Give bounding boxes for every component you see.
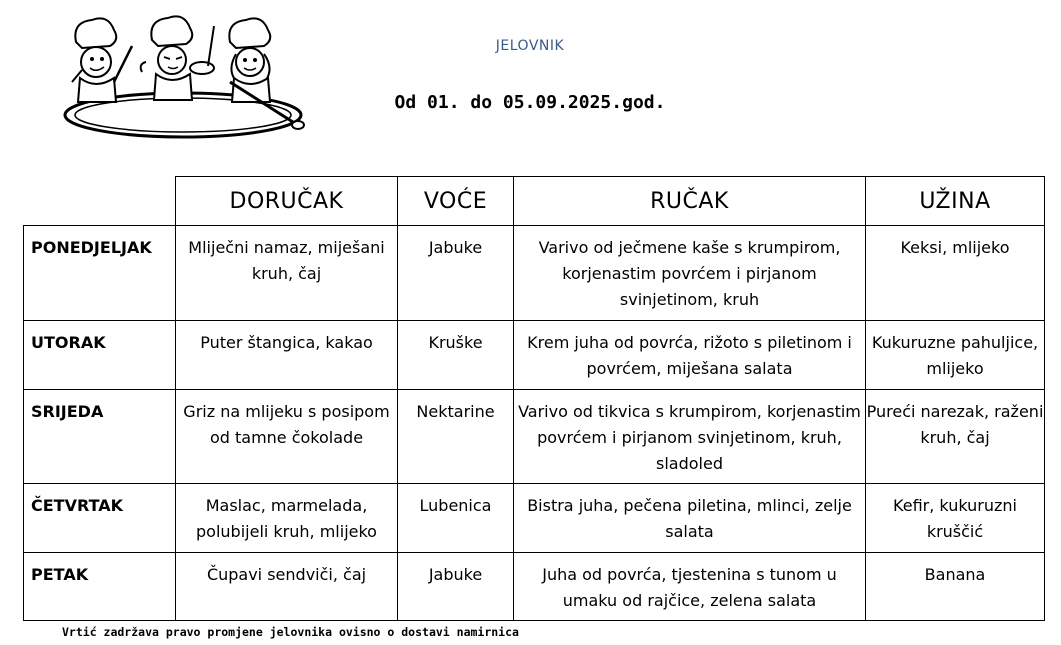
day-cell: ČETVRTAK bbox=[24, 484, 176, 553]
day-cell: PETAK bbox=[24, 553, 176, 621]
lunch-cell: Varivo od tikvica s krumpirom, korjenastim povrćem i pirjanom svinjetinom, kruh, sladoled bbox=[514, 390, 866, 484]
fruit-cell: Jabuke bbox=[398, 226, 514, 321]
table-row bbox=[24, 484, 1045, 553]
lunch-cell: Juha od povrća, tjestenina s tunom u umaku od rajčice, zelena salata bbox=[514, 553, 866, 621]
breakfast-cell: Mliječni namaz, miješani kruh, čaj bbox=[176, 226, 398, 321]
table-row bbox=[24, 226, 1045, 321]
fruit-cell: Kruške bbox=[398, 321, 514, 390]
page-title: JELOVNIK bbox=[495, 38, 565, 54]
corner-cell bbox=[24, 177, 176, 226]
snack-cell: Pureći narezak, raženi kruh, čaj bbox=[866, 390, 1045, 484]
cooks-illustration bbox=[58, 12, 313, 147]
day-cell: PONEDJELJAK bbox=[24, 226, 176, 321]
snack-cell: Banana bbox=[866, 553, 1045, 621]
column-header-snack: UŽINA bbox=[866, 177, 1045, 226]
fruit-cell: Jabuke bbox=[398, 553, 514, 621]
column-header-fruit: VOĆE bbox=[398, 177, 514, 226]
column-header-breakfast: DORUČAK bbox=[176, 177, 398, 226]
snack-cell: Kukuruzne pahuljice, mlijeko bbox=[866, 321, 1045, 390]
fruit-cell: Lubenica bbox=[398, 484, 514, 553]
breakfast-cell: Griz na mlijeku s posipom od tamne čokolade bbox=[176, 390, 398, 484]
header-row bbox=[24, 177, 1045, 226]
snack-cell: Keksi, mlijeko bbox=[866, 226, 1045, 321]
table-row bbox=[24, 390, 1045, 484]
table-row bbox=[24, 553, 1045, 621]
date-range: Od 01. do 05.09.2025.god. bbox=[394, 92, 666, 113]
footer-note: Vrtić zadržava pravo promjene jelovnika ovisno o dostavi namirnica bbox=[62, 625, 519, 639]
table-row bbox=[24, 321, 1045, 390]
snack-cell: Kefir, kukuruzni kruščić bbox=[866, 484, 1045, 553]
fruit-cell: Nektarine bbox=[398, 390, 514, 484]
breakfast-cell: Čupavi sendviči, čaj bbox=[176, 553, 398, 621]
column-header-lunch: RUČAK bbox=[514, 177, 866, 226]
lunch-cell: Krem juha od povrća, rižoto s piletinom i povrćem, miješana salata bbox=[514, 321, 866, 390]
lunch-cell: Bistra juha, pečena piletina, mlinci, zelje salata bbox=[514, 484, 866, 553]
day-cell: UTORAK bbox=[24, 321, 176, 390]
menu-table bbox=[23, 176, 1045, 621]
breakfast-cell: Puter štangica, kakao bbox=[176, 321, 398, 390]
day-cell: SRIJEDA bbox=[24, 390, 176, 484]
lunch-cell: Varivo od ječmene kaše s krumpirom, korjenastim povrćem i pirjanom svinjetinom, kruh bbox=[514, 226, 866, 321]
breakfast-cell: Maslac, marmelada, polubijeli kruh, mlijeko bbox=[176, 484, 398, 553]
